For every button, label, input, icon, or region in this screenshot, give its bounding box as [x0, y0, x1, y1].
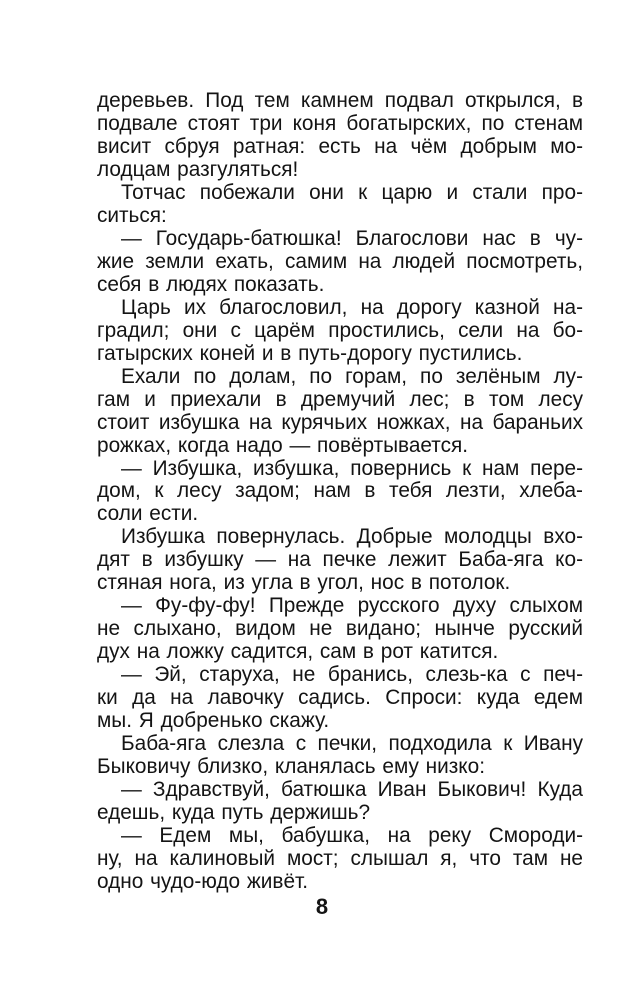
text-line: себя в людях показать. — [97, 272, 325, 296]
paragraph-first-line: — Государь-батюшка! Благослови нас в чу- — [121, 226, 583, 250]
text-line: одно чудо-юдо живёт. — [97, 869, 309, 893]
text-line: гам и приехали в дремучий лес; в том лесу — [97, 387, 583, 411]
text-line: дом, к лесу задом; нам в тебя лезти, хлеба- — [97, 479, 583, 503]
text-line: жие земли ехать, самим на людей посмотреть, — [97, 249, 583, 273]
paragraph-first-line: — Едем мы, бабушка, на реку Смороди- — [121, 824, 583, 847]
paragraph-first-line: Ехали по долам, по горам, по зелёным лу- — [121, 364, 583, 388]
text-line: стяная нога, из угла в угол, нос в потолок. — [97, 571, 511, 595]
paragraph-first-line: Избушка повернулась. Добрые молодцы вхо- — [121, 525, 583, 549]
text-line: гатырских коней и в путь-дорогу пустились. — [97, 341, 523, 365]
text-line: деревьев. Под тем камнем подвал открылся, в — [97, 89, 583, 112]
text-line: стоит избушка на курячьих ножках, на бараньих — [97, 410, 583, 434]
text-line: дят в избушку — на печке лежит Баба-яга ко- — [97, 548, 583, 572]
text-line: мы. Я добренько скажу. — [97, 709, 330, 733]
paragraph-first-line: Тотчас побежали они к царю и стали про- — [121, 180, 583, 204]
text-line: едешь, куда путь держишь? — [97, 801, 371, 825]
text-body — [97, 89, 583, 893]
text-line: ситься: — [97, 203, 167, 227]
paragraph-first-line: — Здравствуй, батюшка Иван Быкович! Куда — [121, 778, 583, 802]
text-line: висит сбруя ратная: есть на чём добрым мо- — [97, 134, 583, 158]
text-line: лодцам разгуляться! — [97, 157, 299, 181]
text-line: рожках, когда надо — повёртывается. — [97, 433, 469, 457]
paragraph-first-line: — Фу-фу-фу! Прежде русского духу слыхом — [121, 594, 583, 618]
paragraph-first-line: Царь их благословил, на дорогу казной на- — [121, 295, 583, 319]
page-number: 8 — [315, 894, 329, 919]
text-line: ки да на лавочку садись. Спроси: куда едем — [97, 686, 583, 710]
text-line: не слыхано, видом не видано; нынче русский — [97, 617, 583, 641]
paragraph-first-line: — Эй, старуха, не бранись, слезь-ка с печ- — [121, 663, 583, 687]
text-line: подвале стоят три коня богатырских, по стенам — [97, 111, 583, 135]
text-line: градил; они с царём простились, сели на бо- — [97, 318, 583, 342]
text-line: дух на ложку садится, сам в рот катится. — [97, 640, 499, 664]
paragraph-first-line: — Избушка, избушка, повернись к нам пере- — [121, 456, 583, 480]
text-line: соли ести. — [97, 502, 199, 526]
text-line: ну, на калиновый мост; слышал я, что там не — [97, 846, 583, 870]
paragraph-first-line: Баба-яга слезла с печки, подходила к Ивану — [121, 732, 583, 756]
text-line: Быковичу близко, кланялась ему низко: — [97, 755, 485, 779]
